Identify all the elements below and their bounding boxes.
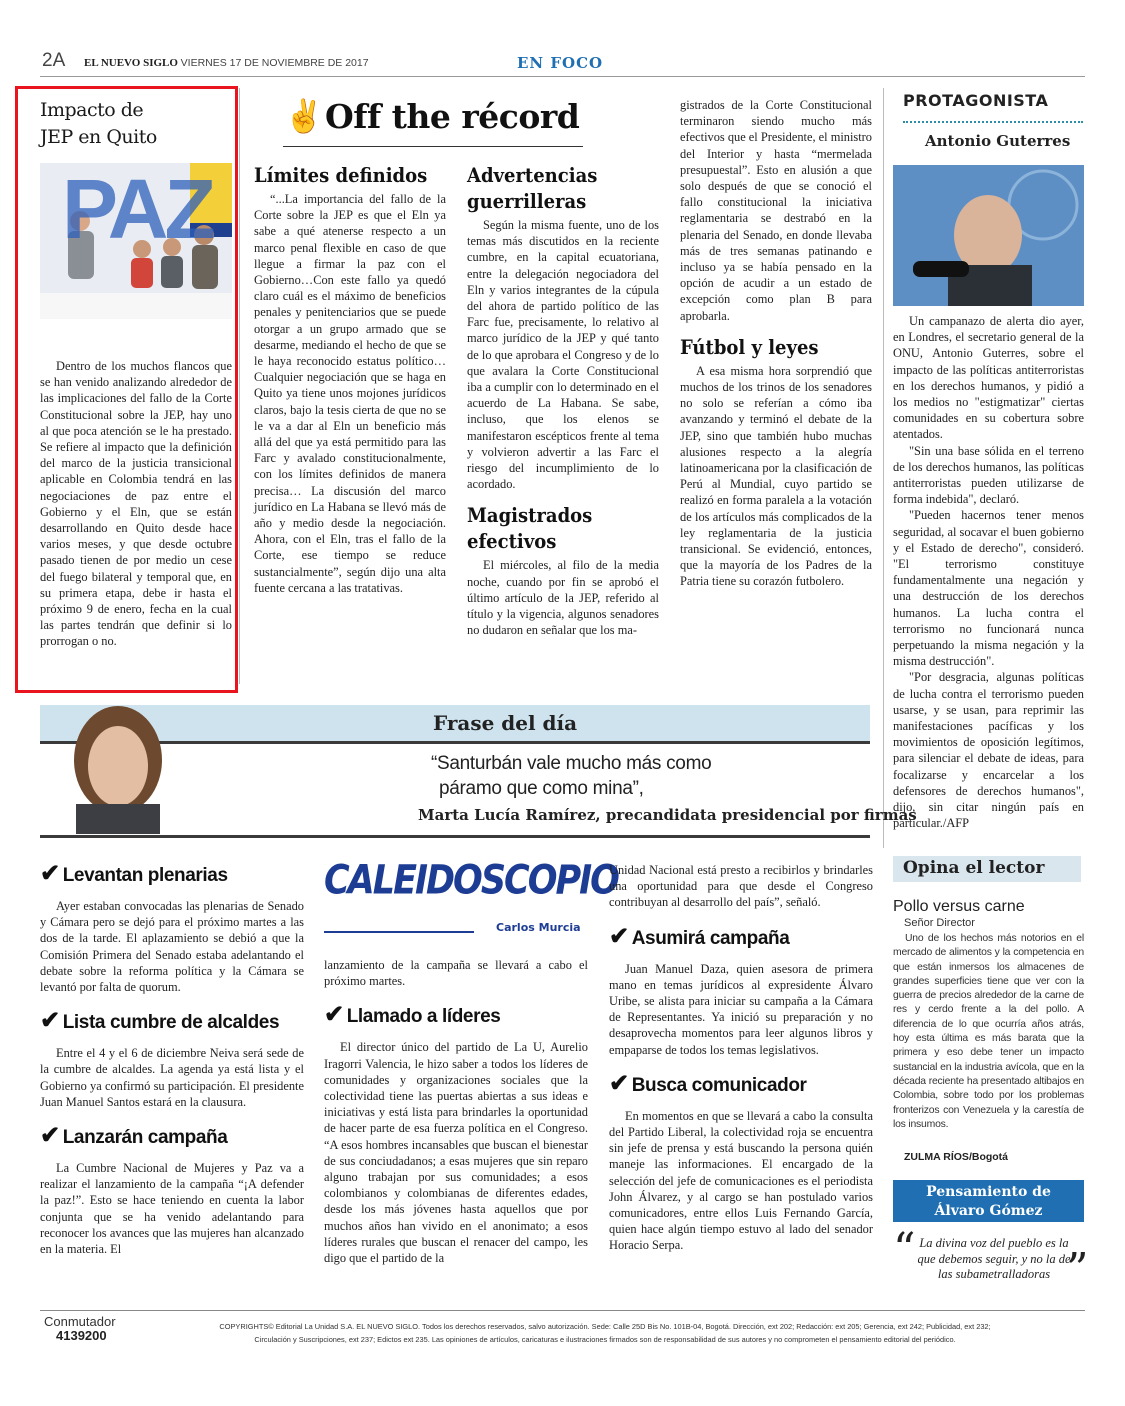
title-underline [283,146,583,147]
close-quote-icon: ” [1066,1244,1089,1295]
caleidoscopio-author: Carlos Murcia [496,921,581,934]
otr-col3-body-2 [680,363,872,590]
paragraph: Ayer estaban convocadas las plenarias de Senado y Cámara pero se dejó para el próximo martes a las dos de la tarde. El aplazamiento se debió a que la Comisión Primera del Senado estaba adelantando el debate sobre la reforma política y la Cámara se levantó por falta de quorum. [40,899,304,995]
section-heading: Magistrados efectivos [467,503,593,554]
frase-quote [415,751,711,801]
paragraph: “...La importancia del fallo de la Corte sobre la JEP es que el Eln ya sabe a qué atenerse respecto a un marco penal flexible en caso de que llegue a firmar la paz con el Gobierno…Con este fallo ya quedó claro cuál es el máximo de beneficios penales y penitenciarios que se puede otorgar a un grupo armado que se desarme, mediando el hecho de que se le haya reconocido estatus político… Cualquier negociación que se haga en Quito ya tiene unos mojones jurídicos claros, bajo la tesis cierta de que no se le va a dar al Eln un beneficio más allá del que ya está permitido para las Farc y avalado constitucionalmente, con los límites definidos de manera precisa… La discusión del marco jurídico en La Habana se llevó más de año y medio desde la negociación. Ahora, con el Eln, tras el fallo de la Corte, ese tiempo se reduce sustancialmente”, según dijo una alta fuente cercana a las tratativas. [254,192,446,595]
header-rule [40,76,1085,77]
col-body [609,862,873,911]
pensamiento-label: Álvaro Gómez [934,1203,1043,1219]
paragraph: El miércoles, al filo de la media noche, cuando por fin se aprobó el último artículo de la JEP, referido al título y la vigencia, algunos senadores no dudaron en señalar que los ma- [467,558,659,638]
col-body [324,957,588,989]
otr-col3-body [680,97,872,324]
checkmark-icon: ✔ [609,922,629,950]
opina-body [893,932,1084,1132]
section-heading [40,1009,304,1035]
checkmark-icon: ✔ [40,1007,60,1035]
footer-rule [40,1310,1085,1311]
opina-label: Opina el lector [903,858,1045,878]
frase-bottom-rule [40,835,870,838]
section-heading [609,922,873,951]
bottom-col1 [40,862,304,1257]
section-label: EN FOCO [517,54,604,72]
section-heading [609,1069,873,1098]
col-body [40,898,304,995]
paragraph: Según la misma fuente, uno de los temas más discutidos en la reciente cumbre, en la capital ecuatoriana, entre la delegación negociadora del Eln y varios integrantes de la cúpula del ahora de partido político de las Farc fue, precisamente, lo relativo al marco jurídico de la JEP y qué tanto de lo que aprobara el Congreso y de lo que avalara la Corte Constitucional iba a cumplir con lo determinado en el acuerdo de La Habana. Se sabe, incluso, que los elenos se manifestaron escépticos frente al tema y volvieron advertir a las Farc el riesgo del incumplimiento de lo acordado. [467,218,659,492]
col-body [324,1039,588,1266]
otr-col3 [680,97,872,590]
heading-text: Lanzarán campaña [62,1127,228,1149]
section-heading: Fútbol y leyes [680,334,819,359]
section-heading [324,1003,588,1029]
guterres-photo-illustration [893,165,1084,306]
checkmark-icon: ✔ [40,1122,60,1150]
protagonista-label: PROTAGONISTA [903,91,1049,110]
otr-col2-body [467,217,659,492]
quote-line: páramo que como mina”, [439,778,644,799]
col-body [609,1108,873,1254]
section-heading: Advertencias guerrilleras [467,163,598,213]
conmutador-label: Conmutador [44,1314,116,1329]
title-line: Impacto de [40,99,144,121]
section-heading: Límites definidos [254,163,428,187]
caleidoscopio-rule [324,931,474,933]
otr-col2-body-2 [467,557,659,638]
marta-photo [58,700,176,834]
column-rule [239,88,240,684]
paragraph: "Pueden hacernos tener menos seguridad, al socavar el buen gobierno y el Estado de derecho", consideró. "El terrorismo constituye fundamentalmente una negación y una destrucción de los derechos humanos. La lucha contra el terrorismo no funcionará nunca perpetuando la misma negación y la misma destrucción". [893,508,1084,669]
heading-text: Lista cumbre de alcaldes [62,1012,280,1034]
checkmark-icon: ✔ [40,860,60,887]
masthead [84,57,369,69]
paragraph: "Por desgracia, algunas políticas de lucha contra el terrorismo pueden usarse, y se usan, para reprimir las manifestaciones pacíficas y los movimientos de oposición legítimos, para silenciar el debate de ideas, para focalizarse y encarcelar a los defensores de derechos humanos", dijo, sin citar ningún país en particular./AFP [893,670,1084,831]
heading-text: Busca comunicador [631,1074,807,1096]
title-line: JEP en Quito [40,126,157,148]
paz-photo [40,163,232,319]
guterres-photo [893,165,1084,306]
otr-col1 [254,162,446,596]
paragraph: El director único del partido de La U, Aurelio Iragorri Valencia, le hizo saber a todos los líderes de comunidades y organizaciones sociales que la colectividad tiene las puertas abiertas a sus ideas e iniciativas y está lista para brindarles la oportunidad de hacer parte de esa fuerza política en el Congreso. “A esos hombres incansables que buscan el bienestar de sus conciudadanos; a esas mujeres que sin reparo alguno trabajan por sus comunidades; a esos colombianos y colombianas de diferentes edades, desde los más jóvenes hasta aquellos que por muchos años han vivido en el anonimato; a esos líderes rurales que buscan el renacer del campo, les digo que el partido de la [324,1040,588,1266]
paragraph: "Sin una base sólida en el terreno de los derechos humanos, las políticas antiterroristas pueden utilizarse de forma indebida", declaró. [893,443,1084,507]
paragraph: Uno de los hechos más notorios en el mercado de alimentos y la competencia en que están inmersos los almacenes de grandes superficies tiene que ver con la guerra de precios alrededor de la carne de res y cerdo frente a la del pollo. A diferencia de lo que ocurría años atrás, hoy esta última es más barata que la primera y eso debe tener un impacto sustancial en la industria avícola, que en la década reciente ha presentado altibajos en Colombia, sobre todo por los problemas fronterizos con Venezuela y la carestía de los insumos. [893,933,1084,1130]
section-heading [40,1124,304,1150]
col-body [40,1045,304,1110]
otr-col2 [467,162,659,638]
caleidoscopio-title: CALEIDOSCOPIO [324,858,618,904]
footer-line: COPYRIGHTS© Editorial La Unidad S.A. EL NUEVO SIGLO. Todos los derechos reservados, salvo autorización. Sede: Calle 25D Bis No. 101B-04, Bogotá. Dirección, ext 202; Redacción: ext 205; Gerencia, ext 242; Publicidad, ext 232; [219,1322,991,1331]
paragraph: Un campanazo de alerta dio ayer, en Londres, el secretario general de la ONU, Antonio Guterres, sobre el impacto de las políticas antiterroristas en los derechos humanos, y pidió a los medios no "estigmatizar" ciertas comunidades en su cobertura sobre atentados. [893,314,1084,442]
paragraph: En momentos en que se llevará a cabo la consulta del Partido Liberal, la colectividad roja se encuentra sin jefe de prensa y está buscando la persona quién maneje las informaciones. El encargado de la selección del jefe de comunicaciones es el periodista John Álvarez, y al cargo se han postulado varios comunicadores, entre ellos Luis Fernando García, quien hace algún tiempo estuvo al lado del senador Horacio Serpa. [609,1108,873,1253]
paz-banner-text: PAZ [62,163,212,256]
pensamiento-label: Pensamiento de [926,1184,1051,1200]
paragraph: Dentro de los muchos flancos que se han venido analizando alrededor de las implicaciones del fallo de la Corte Constitucional sobre la JEP, hay uno al que poca atención se le ha prestado. Se refiere al impacto que la definición del marco de la justicia transicional aplicable en Colombia tendrá en las negociaciones de paz entre el Gobierno y el Eln, que se están desarrollando en Quito desde hace varios meses, y que desde octubre pasado tienen de por medio un cese del fuego bilateral y temporal que, en su primera etapa, debe ir hasta el próximo 9 de enero, fecha en la cual las partes tendrán que definir si lo prorrogan o no. [40,359,232,649]
footer-line: Circulación y Suscripciones, ext 237; Edictos ext 235. Las opiniones de artículos, caricaturas e ilustraciones firmados son de responsabilidad de sus autores y no comprometen el pensamiento editorial del periódico. [254,1335,956,1344]
opina-title: Pollo versus carne [893,898,1025,915]
opina-salutation: Señor Director [904,917,975,929]
marta-photo-illustration [58,700,176,834]
col-body [609,961,873,1058]
left-story-title [40,97,157,151]
left-story-body [40,358,232,650]
page-number: 2A [42,50,66,71]
heading-text: Levantan plenarias [62,865,228,886]
paragraph: gistrados de la Corte Constitucional terminaron siendo mucho más efectivos que el Presidente, el ministro del Interior y hasta “mermelada presupuestal”. Esto en alusión a que solo después de que se conoció el fallo constitucional la iniciativa reglamentaria se destrabó en la plenaria del Senado, en donde llevaba más de tres semanas patinando e incluso ya se había pensado en la opción de acudir a un estado de excepción como plan B para aprobarla. [680,98,873,323]
otr-col1-body [254,191,446,596]
checkmark-icon: ✔ [324,1001,344,1029]
frase-title: Frase del día [433,711,578,735]
quote-line: “Santurbán vale mucho más como [431,753,712,774]
quote-text: La divina voz del pueblo es la que debemos seguir, y no la de las subametralladoras [917,1236,1071,1281]
bottom-col3 [609,862,873,1254]
footer-copyright [155,1320,1055,1346]
opina-signature: ZULMA RÍOS/Bogotá [904,1151,1009,1163]
paragraph: lanzamiento de la campaña se llevará a cabo el próximo martes. [324,958,588,989]
paragraph: Unidad Nacional está presto a recibirlos y brindarles una oportunidad para que desde el Congreso contribuyan al desarrollo del país”, señaló. [609,863,873,910]
col-body [40,1160,304,1257]
paragraph: A esa misma hora sorprendió que muchos de los trinos de los senadores no solo se referían a cómo iba avanzando y terminó el debate de la JEP, sino que también hubo muchas alusiones respecto a la alegría latinoamericana por la clasificación de Perú al Mundial, cuyo partido se realizó en forma paralela a la votación de los artículos más complicados de la ley reglamentaria de la justicia transicional. Se evidenció, entonces, que la mayoría de los Padres de la Patria tiene su corazón futbolero. [680,363,872,589]
section-heading [40,862,304,888]
paper-name: EL NUEVO SIGLO [84,57,178,69]
paragraph: Entre el 4 y el 6 de diciembre Neiva será sede de la cumbre de alcaldes. La agenda ya está lista y el Gobierno ya confirmó su participación. El presidente Juan Manuel Santos estará en la clausura. [40,1046,304,1109]
protagonista-body [893,313,1084,832]
conmutador-number: 4139200 [56,1328,107,1343]
heading-text: Asumirá campaña [631,927,790,949]
pensamiento-box [893,1180,1084,1222]
checkmark-icon: ✔ [609,1069,629,1097]
column-rule [883,88,884,848]
off-the-record-title: Off the récord [325,97,580,136]
frase-author: Marta Lucía Ramírez, precandidata presidencial por firmas [418,806,917,824]
pensamiento-quote [910,1236,1078,1283]
paragraph: Juan Manuel Daza, quien asesora de primera mano en temas jurídicos al expresidente Álvaro Uribe, se alista para iniciar su campaña a la Cámara de Representantes. Ya inició su preparación y no desaprovecha momentos para leer algunos libros y empaparse de todos los temas legislativos. [609,961,873,1057]
open-quote-icon: “ [893,1224,916,1275]
bottom-col2 [324,957,588,1266]
dotted-divider [903,121,1083,123]
protagonista-name: Antonio Guterres [925,132,1071,150]
victory-hand-icon: ✌ [284,97,324,135]
issue-date: VIERNES 17 DE NOVIEMBRE DE 2017 [180,57,369,69]
heading-text: Llamado a líderes [346,1006,501,1028]
paragraph: La Cumbre Nacional de Mujeres y Paz va a realizar el lanzamiento de la campaña “¡A defender la paz!”. Esto se hace teniendo en cuenta la labor conjunta que se ha venido adelantando para reconocer los avances que las mujeres han alcanzado en la materia. El [40,1161,304,1257]
